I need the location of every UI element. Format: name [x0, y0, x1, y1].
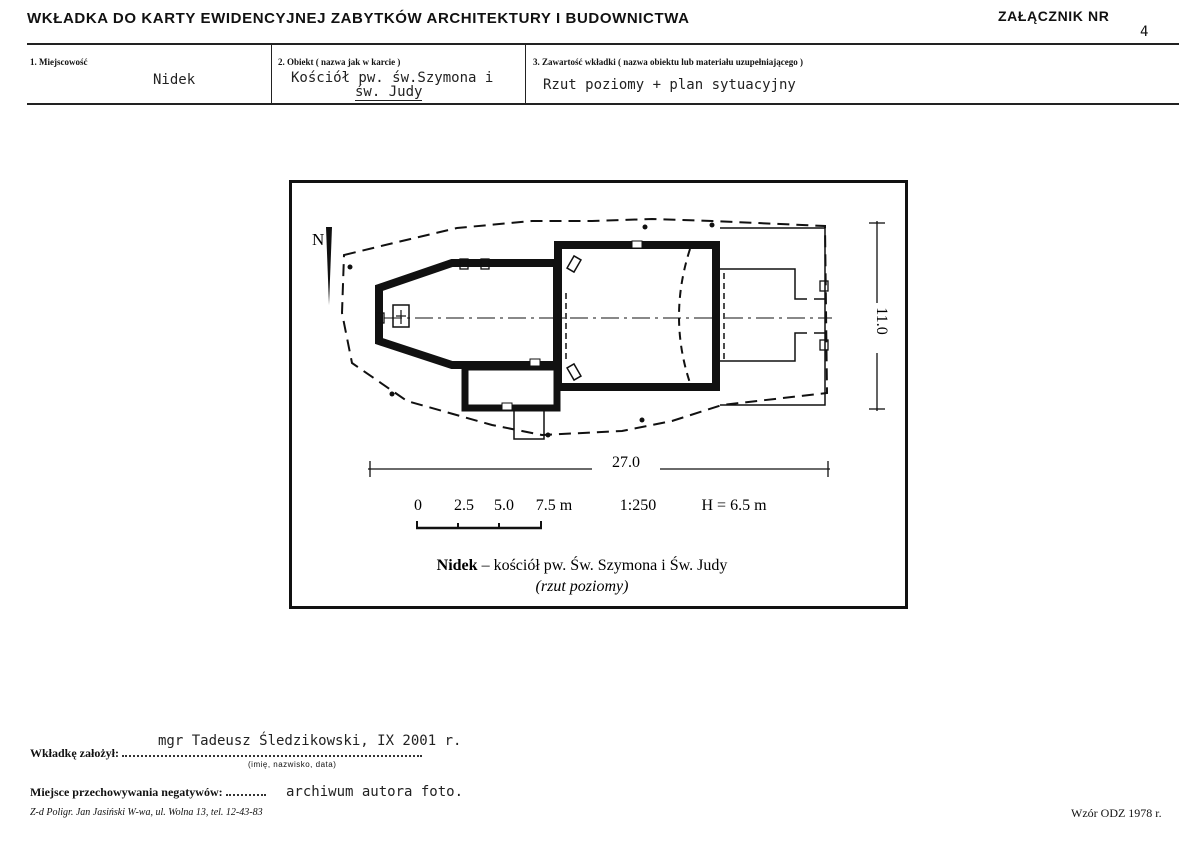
north-arrow-icon	[326, 227, 332, 305]
founder-value: mgr Tadeusz Śledzikowski, IX 2001 r.	[158, 733, 462, 749]
header-rule-bottom	[27, 103, 1179, 105]
form-pattern: Wzór ODZ 1978 r.	[1071, 806, 1162, 820]
caption	[437, 555, 728, 574]
storage-dotted-line	[226, 786, 266, 796]
content-value: Rzut poziomy + plan sytuacyjny	[543, 77, 796, 93]
boundary-dot	[390, 392, 395, 397]
founder-label-text: Wkładkę założył:	[30, 746, 119, 760]
floor-plan	[292, 183, 905, 606]
window	[502, 403, 512, 410]
window	[530, 359, 540, 366]
boundary-dot	[640, 418, 645, 423]
scalebar-tick-label: 0	[414, 497, 422, 514]
scalebar-tick-label: 2.5	[454, 497, 474, 514]
buttress	[820, 281, 828, 291]
founder-hint: (imię, nazwisko, data)	[248, 760, 337, 769]
founder-dotted-line	[122, 747, 422, 757]
choir-gallery	[679, 249, 690, 383]
site-boundary	[342, 219, 827, 435]
content-label: 3. Zawartość wkładki ( nazwa obiektu lub materiału uzupełniającego )	[533, 57, 804, 67]
annex-label: ZAŁĄCZNIK NR	[998, 8, 1110, 24]
storage-label	[30, 785, 266, 800]
founder-label	[30, 746, 422, 761]
storage-label-text: Miejsce przechowywania negatywów:	[30, 785, 223, 799]
west-porch-outline	[720, 228, 825, 405]
drawing-frame	[289, 180, 908, 609]
width-dimension-label: 27.0	[612, 454, 640, 471]
field-divider-1	[271, 45, 272, 103]
boundary-dot	[710, 223, 715, 228]
locality-value: Nidek	[153, 72, 196, 88]
stairs	[567, 256, 581, 272]
object-label: 2. Obiekt ( nazwa jak w karcie )	[278, 57, 401, 67]
north-label: N	[312, 230, 325, 249]
height-note: H = 6.5 m	[701, 497, 767, 514]
caption-title: – kościół pw. Św. Szymona i Św. Judy	[477, 557, 728, 574]
sacristy-porch	[514, 410, 544, 439]
stairs	[567, 364, 581, 380]
locality-label: 1. Miejscowość	[30, 57, 88, 67]
storage-value: archiwum autora foto.	[286, 784, 464, 800]
boundary-dot	[546, 433, 551, 438]
boundary-dot	[348, 265, 353, 270]
object-value-line1: Kościół pw. św.Szymona i	[291, 70, 494, 86]
printer-note: Z-d Poligr. Jan Jasiński W-wa, ul. Wolna 13, tel. 12-43-83	[30, 807, 263, 818]
annex-number: 4	[1140, 24, 1149, 40]
object-value-line2: św. Judy	[355, 84, 423, 100]
caption-place: Nidek	[436, 557, 478, 574]
west-porch-inner	[720, 269, 807, 361]
nave-wall	[558, 245, 716, 387]
scale-ratio: 1:250	[619, 497, 657, 514]
field-divider-2	[525, 45, 526, 103]
scalebar-tick-label: 7.5 m	[535, 497, 573, 514]
header-rule-top	[27, 43, 1179, 45]
caption-subtitle: (rzut poziomy)	[535, 578, 629, 595]
height-dimension-label: 11.0	[873, 307, 890, 335]
sacristy-wall	[465, 367, 557, 408]
window	[632, 241, 642, 248]
form-title: WKŁADKA DO KARTY EWIDENCYJNEJ ZABYTKÓW ARCHITEKTURY I BUDOWNICTWA	[27, 10, 690, 27]
scalebar-tick-label: 5.0	[494, 497, 514, 514]
boundary-dot	[643, 225, 648, 230]
